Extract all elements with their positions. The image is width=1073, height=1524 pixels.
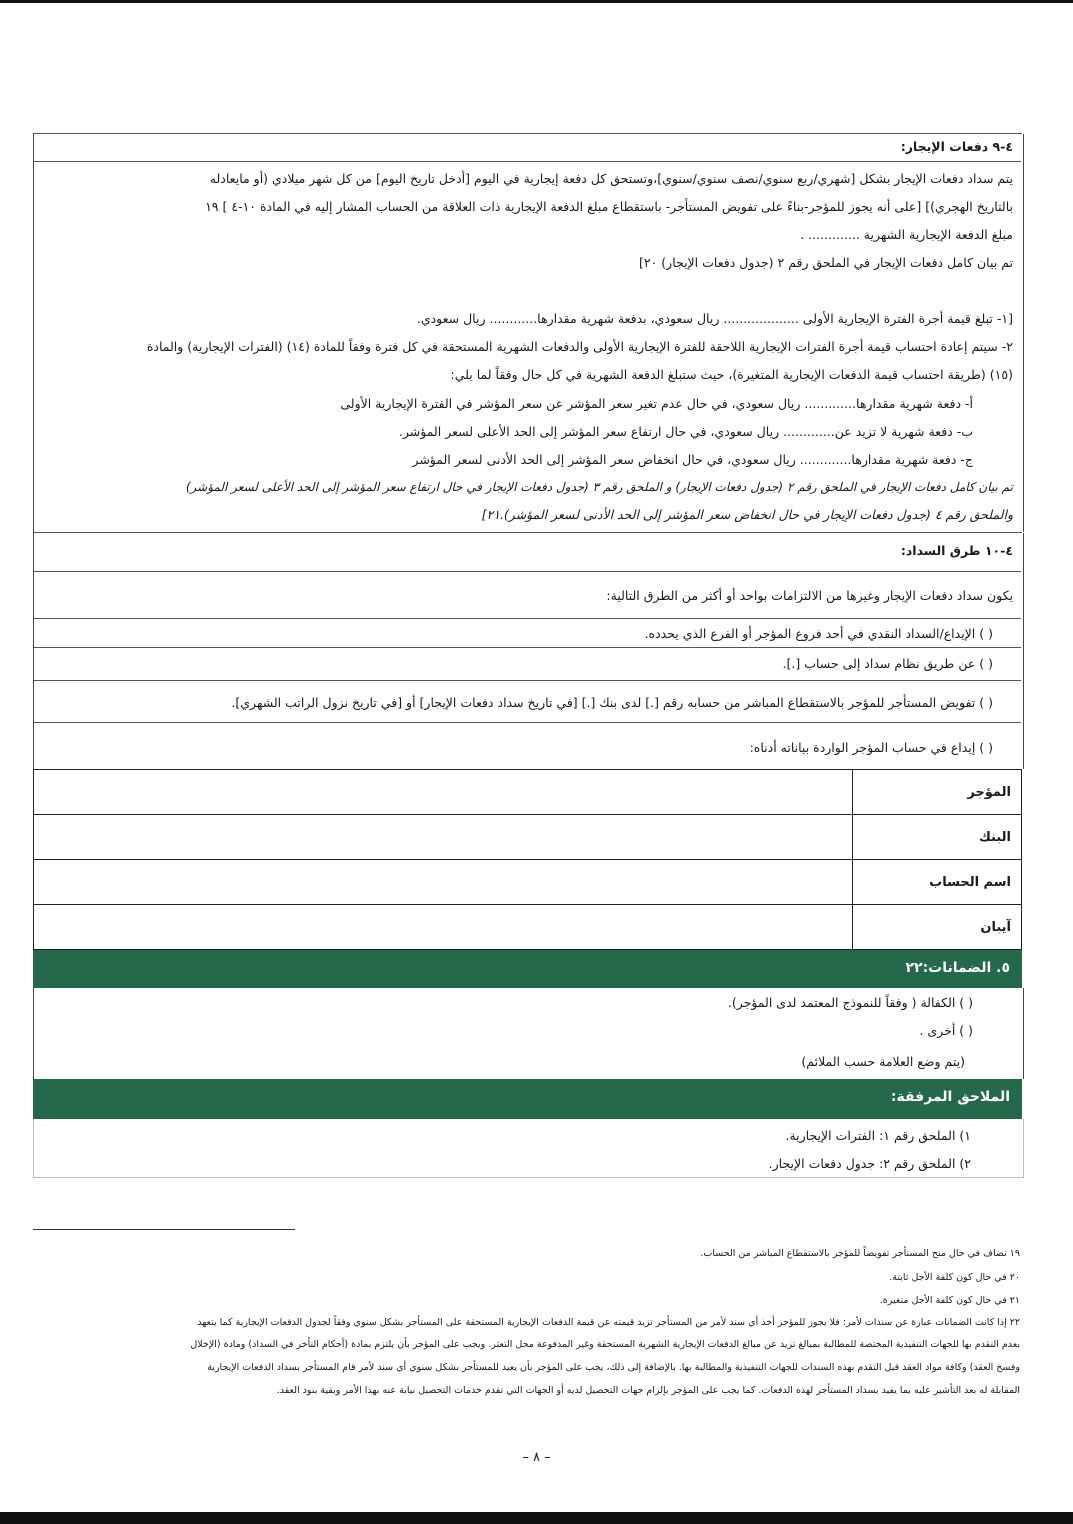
table-row — [34, 860, 1022, 905]
divider — [34, 571, 1021, 572]
row-value — [34, 770, 853, 815]
row-label: آيبان — [853, 905, 1022, 950]
guarantees-header — [33, 950, 1022, 988]
bottom-border — [0, 1512, 1073, 1524]
attachment-item: ٢) الملحق رقم ٢: جدول دفعات الإيجار. — [768, 1156, 971, 1171]
payments-section — [33, 134, 1024, 532]
attachments-section — [33, 1119, 1024, 1178]
divider — [34, 618, 1021, 619]
paragraph: تم بيان كامل دفعات الإيجار في الملحق رقم ٢ (جدول دفعات الإيجار) و الملحق رقم ٣ (جدول دفعات الإيجار في حال ارتفاع سعر المؤشر إلى الحد الأعلى لسعر المؤشر) — [185, 480, 1013, 494]
guarantees-section — [33, 988, 1024, 1079]
paragraph: تم بيان كامل دفعات الإيجار في الملحق رقم ٢ (جدول دفعات الإيجار) ٢٠] — [638, 255, 1013, 270]
payment-option: ( ) تفويض المستأجر للمؤجر بالاستقطاع المباشر من حسابه رقم [.] لدى بنك [.] [في تاريخ سداد دفعات الإيجار] أو [في تاريخ نزول الراتب الشهري]. — [231, 695, 993, 710]
footnote: ٢٢ إذا كانت الضمانات عبارة عن سندات لأمر: فلا يجوز للمؤجر أخذ أي سند لأمر من المستأجر تزيد قيمته عن قيمة الدفعات الإيجارية المستحقة على المستأجر بشكل سنوي وفقاً لجدول الدفعات الإيجارية كما يتعهد — [197, 1317, 1020, 1328]
divider — [34, 680, 1021, 681]
section-heading: الملاحق المرفقة: — [890, 1089, 1010, 1105]
footnote: بعدم التقدم بها للجهات التنفيذية المختصة للمطالبة بمبالغ تزيد عن مبالغ الدفعات الإيجارية الشهرية المستحقة وغير المدفوعة محل التعثر. ويجب على المؤجر بأن يلتزم بمادة (أحكام التأخر في السداد) ومادة (الإخلال — [190, 1339, 1020, 1350]
section-heading: ٤-٩ دفعات الإيجار: — [900, 139, 1013, 154]
footnote: ٢١ في حال كون كلفة الأجل متغيرة. — [879, 1295, 1020, 1306]
paragraph: (١٥) (طريقة احتساب قيمة الدفعات الإيجارية المتغيرة)، حيث ستبلغ الدفعة الشهرية في كل حال وفقاً لما يلي: — [450, 367, 1013, 382]
note: (يتم وضع العلامة حسب الملائم) — [801, 1054, 965, 1069]
divider — [34, 647, 1021, 648]
section-heading: ٤-١٠ طرق السداد: — [900, 543, 1013, 558]
top-border — [0, 0, 1073, 3]
divider — [34, 722, 1021, 723]
payment-option: ( ) عن طريق نظام سداد إلى حساب [.]. — [782, 656, 993, 671]
attachments-header — [33, 1079, 1022, 1119]
footnote: ١٩ تضاف في حال منح المستأجر تفويضاً للمؤجر بالاستقطاع المباشر من الحساب. — [700, 1248, 1020, 1259]
table-row — [34, 815, 1022, 860]
list-item: ب- دفعة شهرية لا تزيد عن............. ريال سعودي، في حال ارتفاع سعر المؤشر إلى الحد الأعلى لسعر المؤشر. — [398, 424, 973, 439]
attachment-item: ١) الملحق رقم ١: الفترات الإيجارية. — [785, 1128, 971, 1143]
table-row — [34, 770, 1022, 815]
row-label: البنك — [853, 815, 1022, 860]
row-label: اسم الحساب — [853, 860, 1022, 905]
list-item: أ- دفعة شهرية مقدارها............. ريال سعودي، في حال عدم تغير سعر المؤشر عن سعر المؤشر في الفترة الإيجارية الأولى — [340, 396, 973, 411]
paragraph: ٢- سيتم إعادة احتساب قيمة أجرة الفترات الإيجارية اللاحقة للفترة الإيجارية الأولى والدفعات الشهرية المستحقة في كل فترة وفقاً للمادة (١٤) (الفترات الإيجارية) والمادة — [146, 339, 1013, 354]
bank-details-table — [33, 769, 1022, 950]
paragraph: مبلغ الدفعة الإيجارية الشهرية ............. . — [800, 227, 1013, 242]
paragraph: بالتاريخ الهجري)] [على أنه يجوز للمؤجر-بناءً على تفويض المستأجر- باستقطاع مبلغ الدفعة الإيجارية ذات العلاقة من الحساب المشار إليه في المادة ١٠-٤ ] ١٩ — [205, 199, 1013, 214]
footnote-separator — [33, 1229, 295, 1230]
page-number: – ٨ – — [522, 1450, 551, 1465]
row-value — [34, 815, 853, 860]
methods-section — [33, 533, 1024, 769]
list-item: ج- دفعة شهرية مقدارها............. ريال سعودي، في حال انخفاض سعر المؤشر إلى الحد الأدنى لسعر المؤشر — [412, 452, 973, 467]
footnote: ٢٠ في حال كون كلفة الأجل ثابتة. — [889, 1272, 1020, 1283]
row-value — [34, 860, 853, 905]
payment-option: ( ) الإيداع/السداد النقدي في أحد فروع المؤجر أو الفرع الذي يحدده. — [644, 626, 993, 641]
footnote: المقابلة له بعد التأشير عليه بما يفيد بسداد المستأجر لهذه الدفعات. كما يجب على المؤجر بإلزام جهات التحصيل لديه أو الجهات التي تقدم خدمات التحصيل نيابة عنه بهذا الأمر وبقية بنود العقد. — [276, 1385, 1020, 1396]
paragraph: يتم سداد دفعات الإيجار بشكل [شهري/ربع سنوي/نصف سنوي/سنوي]،وتستحق كل دفعة إيجارية في اليوم [أدخل تاريخ اليوم] من كل شهر ميلادي (أو مايعادله — [209, 171, 1013, 186]
paragraph: يكون سداد دفعات الإيجار وغيرها من الالتزامات بواحد أو أكثر من الطرق التالية: — [606, 588, 1013, 603]
guarantee-option: ( ) أخرى . — [919, 1023, 973, 1038]
payment-option: ( ) إيداع في حساب المؤجر الواردة بياناته أدناه: — [749, 740, 993, 755]
paragraph: والملحق رقم ٤ (جدول دفعات الإيجار في حال انخفاض سعر المؤشر إلى الحد الأدنى لسعر المؤشر).٢١] — [481, 507, 1013, 522]
row-label: المؤجر — [853, 770, 1022, 815]
footnote: وفسخ العقد) وكافة مواد العقد قبل التقدم بهذه السندات للجهات التنفيذية والمطالبة بها. بالإضافة إلى ذلك، يجب على المؤجر بأن يعيد للمستأجر بشكل سنوي أي سند لأمر قام المستأجر بسداد الدفعات الإيجارية — [207, 1362, 1020, 1373]
guarantee-option: ( ) الكفالة ( وفقاً للنموذج المعتمد لدى المؤجر). — [727, 995, 973, 1010]
paragraph: [١- تبلغ قيمة أجرة الفترة الإيجارية الأولى ................... ريال سعودي، بدفعة شهرية مقدارها............ ريال سعودي. — [416, 311, 1013, 326]
table-row — [34, 905, 1022, 950]
divider — [34, 161, 1021, 162]
section-heading: ٥. الضمانات:٢٢ — [905, 960, 1010, 976]
row-value — [34, 905, 853, 950]
